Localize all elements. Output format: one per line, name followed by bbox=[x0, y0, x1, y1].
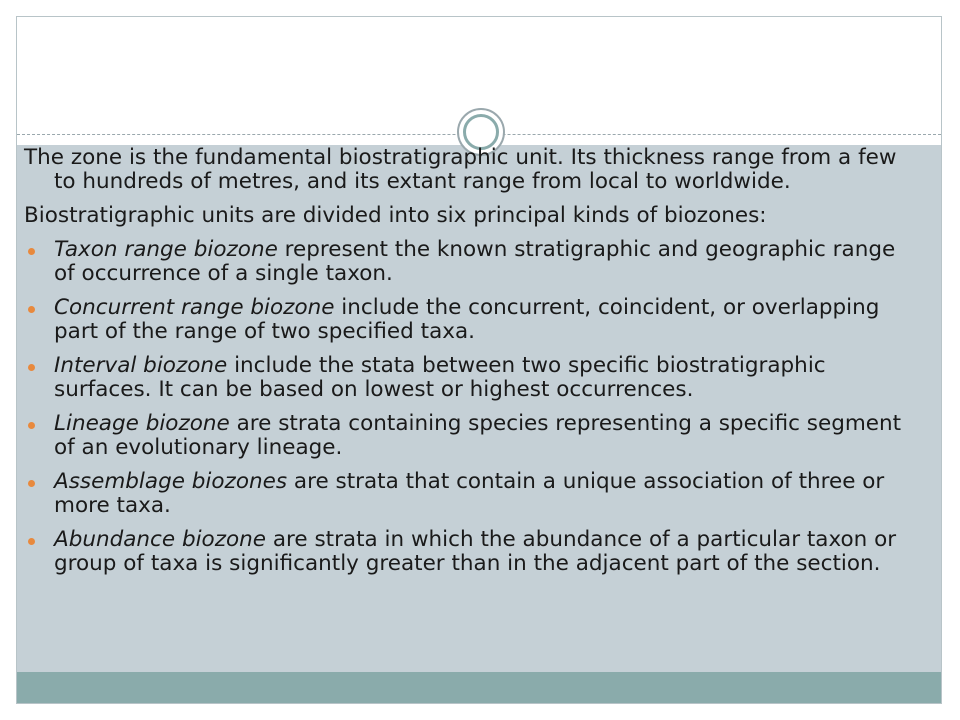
bullet-term: Lineage biozone bbox=[54, 411, 230, 436]
slide-body bbox=[24, 146, 904, 586]
bullet-icon bbox=[28, 480, 35, 487]
bullet-term: Concurrent range biozone bbox=[54, 295, 335, 320]
bullet-text: are strata that contain a unique association of three or more taxa. bbox=[54, 469, 885, 518]
bullet-item-interval bbox=[24, 354, 904, 402]
list-intro-paragraph: Biostratigraphic units are divided into six principal kinds of biozones: bbox=[24, 203, 767, 228]
bullet-term: Assemblage biozones bbox=[54, 469, 288, 494]
bullet-text: represent the known stratigraphic and geographic range of occurrence of a single taxon. bbox=[54, 237, 896, 286]
bullet-item-lineage bbox=[24, 412, 904, 460]
bullet-icon bbox=[28, 422, 35, 429]
bullet-text: are strata containing species representing a specific segment of an evolutionary lineage. bbox=[54, 411, 902, 460]
bullet-icon bbox=[28, 364, 35, 371]
bullet-item-concurrent-range bbox=[24, 296, 904, 344]
bullet-icon bbox=[28, 306, 35, 313]
intro-paragraph: The zone is the fundamental biostratigraphic unit. Its thickness range from a few to hundreds of metres, and its extant range from local to worldwide. bbox=[24, 145, 897, 194]
bullet-text: are strata in which the abundance of a particular taxon or group of taxa is significantly greater than in the adjacent part of the section. bbox=[54, 527, 897, 576]
bullet-term: Interval biozone bbox=[54, 353, 228, 378]
bullet-item-abundance bbox=[24, 528, 904, 576]
bullet-text: include the concurrent, coincident, or overlapping part of the range of two specified taxa. bbox=[54, 295, 880, 344]
bullet-item-taxon-range bbox=[24, 238, 904, 286]
footer-band bbox=[17, 672, 941, 704]
bullet-icon bbox=[28, 248, 35, 255]
bullet-term: Taxon range biozone bbox=[54, 237, 278, 262]
bullet-item-assemblage bbox=[24, 470, 904, 518]
bullet-term: Abundance biozone bbox=[54, 527, 267, 552]
bullet-text: include the stata between two specific biostratigraphic surfaces. It can be based on lowest or highest occurrences. bbox=[54, 353, 826, 402]
bullet-icon bbox=[28, 538, 35, 545]
